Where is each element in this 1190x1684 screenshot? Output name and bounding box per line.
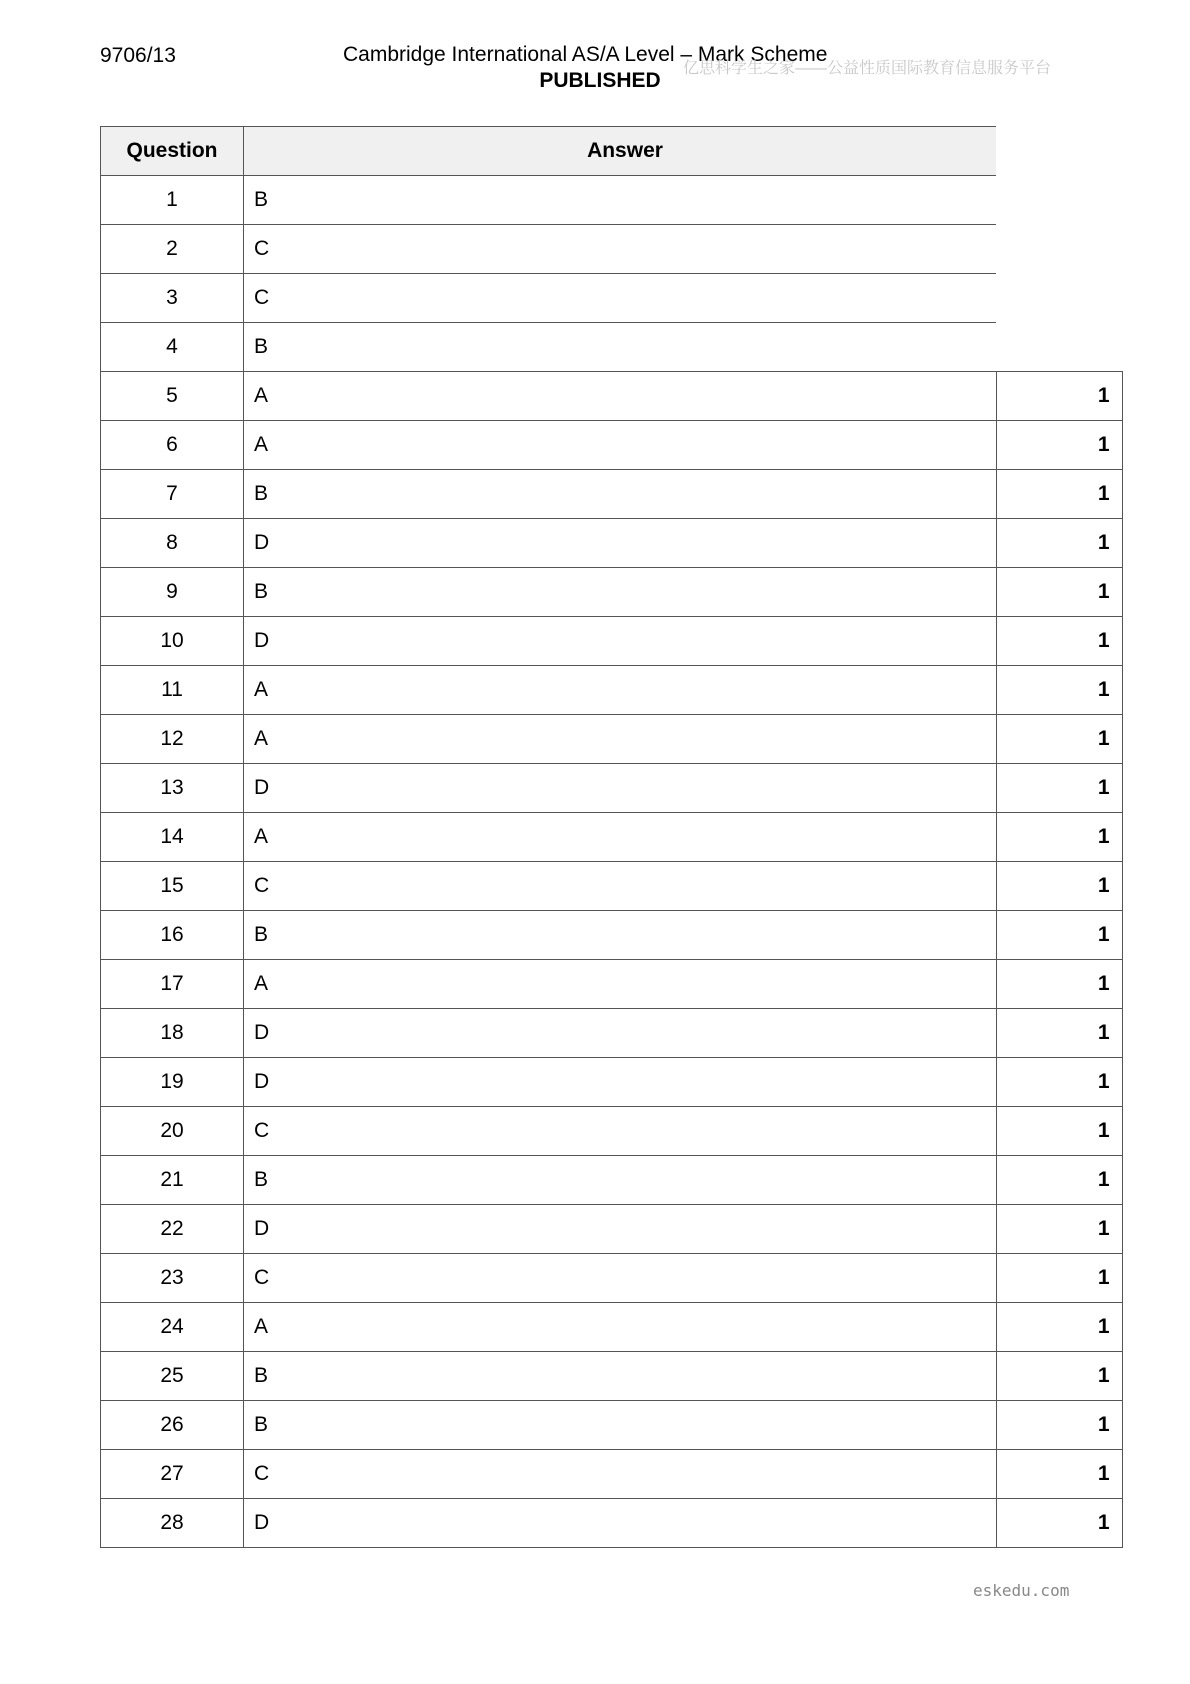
table-row [101,1352,1123,1401]
question-number: 12 [101,715,244,764]
table-row [101,1401,1123,1450]
page-title: Cambridge International AS/A Level – Mark Scheme [343,43,828,66]
table-row [101,323,1123,372]
answer-letter: C [244,225,997,274]
answer-letter: C [244,862,997,911]
question-number: 10 [101,617,244,666]
table-row [101,666,1123,715]
mark-value: 1 [996,960,1122,1009]
mark-value: 1 [996,470,1122,519]
answer-letter: A [244,421,997,470]
mark-scheme-table [100,126,1123,1548]
mark-value [996,225,1122,274]
question-number: 5 [101,372,244,421]
table-row [101,862,1123,911]
question-number: 16 [101,911,244,960]
answer-letter: D [244,1499,997,1548]
answer-letter: D [244,519,997,568]
mark-value: 1 [996,911,1122,960]
table-row [101,960,1123,1009]
answer-letter: B [244,1156,997,1205]
answer-letter: D [244,1009,997,1058]
mark-value: 1 [996,813,1122,862]
answer-letter: B [244,470,997,519]
mark-value: 1 [996,1107,1122,1156]
question-number: 15 [101,862,244,911]
answer-letter: D [244,764,997,813]
mark-value: 1 [996,1156,1122,1205]
mark-value: 1 [996,1450,1122,1499]
mark-value: 1 [996,862,1122,911]
question-number: 26 [101,1401,244,1450]
page-subtitle: PUBLISHED [539,69,661,92]
table-row [101,568,1123,617]
question-number: 1 [101,176,244,225]
mark-value: 1 [996,421,1122,470]
paper-code: 9706/13 [100,44,176,67]
answer-letter: D [244,1205,997,1254]
answer-letter: A [244,960,997,1009]
table-row [101,519,1123,568]
question-number: 9 [101,568,244,617]
mark-value: 1 [996,372,1122,421]
question-number: 25 [101,1352,244,1401]
question-number: 8 [101,519,244,568]
question-number: 4 [101,323,244,372]
question-number: 7 [101,470,244,519]
table-row [101,813,1123,862]
mark-value [996,323,1122,372]
answer-letter: C [244,274,997,323]
table-row [101,764,1123,813]
mark-value: 1 [996,1205,1122,1254]
mark-value: 1 [996,666,1122,715]
table-body [101,176,1123,1548]
mark-value: 1 [996,764,1122,813]
table-row [101,372,1123,421]
question-number: 20 [101,1107,244,1156]
answer-letter: B [244,323,997,372]
table-row [101,176,1123,225]
question-number: 21 [101,1156,244,1205]
question-number: 11 [101,666,244,715]
question-number: 17 [101,960,244,1009]
table-row [101,1303,1123,1352]
question-number: 3 [101,274,244,323]
mark-value: 1 [996,568,1122,617]
table-row [101,617,1123,666]
watermark-text: 亿思科学生之家——公益性质国际教育信息服务平台 [683,60,1052,77]
question-number: 27 [101,1450,244,1499]
mark-value: 1 [996,1254,1122,1303]
table-row [101,225,1123,274]
answer-letter: A [244,715,997,764]
table-row [101,1156,1123,1205]
footer-site: eskedu.com [973,1581,1070,1600]
column-header-question: Question [101,127,244,176]
question-number: 14 [101,813,244,862]
table-row [101,274,1123,323]
table-row [101,470,1123,519]
answer-letter: A [244,1303,997,1352]
table-row [101,1499,1123,1548]
question-number: 19 [101,1058,244,1107]
answer-letter: B [244,1352,997,1401]
table-row [101,1450,1123,1499]
mark-value: 1 [996,519,1122,568]
answer-letter: C [244,1450,997,1499]
mark-value: 1 [996,715,1122,764]
answer-letter: B [244,176,997,225]
answer-letter: A [244,666,997,715]
answer-letter: A [244,813,997,862]
column-header-answer: Answer [244,127,997,176]
question-number: 28 [101,1499,244,1548]
answer-letter: C [244,1107,997,1156]
table-row [101,911,1123,960]
table-row [101,1058,1123,1107]
mark-value: 1 [996,617,1122,666]
table-header-row [101,127,1123,176]
answer-letter: B [244,568,997,617]
table-row [101,1009,1123,1058]
table-row [101,1107,1123,1156]
answer-letter: B [244,1401,997,1450]
mark-value: 1 [996,1058,1122,1107]
answer-letter: D [244,617,997,666]
question-number: 2 [101,225,244,274]
mark-value: 1 [996,1401,1122,1450]
mark-value [996,176,1122,225]
table-row [101,421,1123,470]
question-number: 6 [101,421,244,470]
question-number: 23 [101,1254,244,1303]
answer-letter: B [244,911,997,960]
mark-value: 1 [996,1009,1122,1058]
question-number: 18 [101,1009,244,1058]
table-row [101,1254,1123,1303]
mark-value: 1 [996,1499,1122,1548]
mark-value [996,274,1122,323]
question-number: 13 [101,764,244,813]
answer-letter: D [244,1058,997,1107]
table-row [101,715,1123,764]
question-number: 22 [101,1205,244,1254]
question-number: 24 [101,1303,244,1352]
column-header-marks [996,127,1122,176]
mark-value: 1 [996,1352,1122,1401]
answer-letter: C [244,1254,997,1303]
answer-letter: A [244,372,997,421]
table-row [101,1205,1123,1254]
mark-value: 1 [996,1303,1122,1352]
